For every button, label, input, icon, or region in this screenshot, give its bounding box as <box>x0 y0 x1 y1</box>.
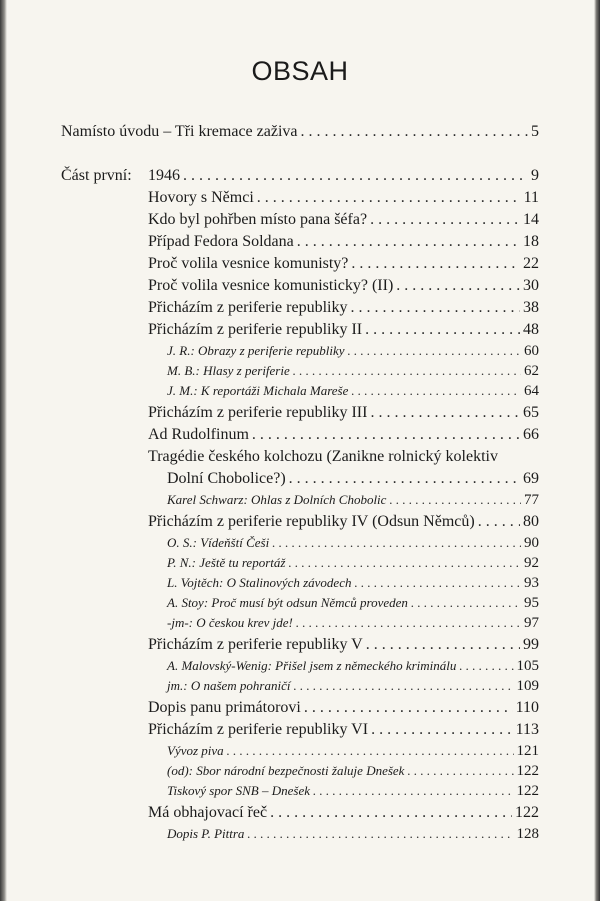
dot-leader <box>252 424 520 446</box>
toc-entry-page: 77 <box>524 492 539 508</box>
toc-entry-page: 60 <box>524 343 539 359</box>
toc-entry-page: 80 <box>523 513 539 530</box>
toc-entry-title: Přicházím z periferie republiky III <box>148 404 368 421</box>
toc-entry-title: Kdo byl pohřben místo pana šéfa? <box>148 211 368 228</box>
toc-entry-title: jm.: O našem pohraničí <box>167 678 291 693</box>
toc-entry <box>148 634 539 656</box>
dot-leader <box>297 231 520 253</box>
dot-leader <box>371 719 513 741</box>
toc-entry-title: Proč volila vesnice komunisticky? (II) <box>148 277 394 294</box>
toc-entry-title: Přicházím z periferie republiky IV (Odsun Němců) <box>148 513 475 530</box>
toc-entry-page: 22 <box>523 255 539 272</box>
toc-subentry <box>167 380 539 402</box>
dot-leader <box>389 489 521 511</box>
toc-entry-page: 128 <box>516 826 539 842</box>
dot-leader <box>370 402 520 424</box>
toc-subentry <box>167 340 539 362</box>
toc-entry-title: Dopis panu primátorovi <box>148 699 301 716</box>
dot-leader <box>313 780 514 802</box>
dot-leader <box>370 209 520 231</box>
toc-entry-page: 92 <box>524 555 539 571</box>
toc-entry-title: Namísto úvodu – Tři kremace zaživa <box>61 123 298 140</box>
toc-entry-page: 18 <box>523 233 539 250</box>
dot-leader <box>247 823 513 845</box>
page-title: OBSAH <box>251 56 349 86</box>
toc-subentry <box>167 760 539 782</box>
toc-entry <box>148 511 539 533</box>
toc-entry-title: (od): Sbor národní bezpečnosti žaluje Dnešek <box>167 763 405 778</box>
toc-entry-title: A. Malovský-Wenig: Přišel jsem z německého kriminálu <box>167 658 457 673</box>
toc-subentry <box>167 360 539 382</box>
dot-leader <box>366 634 520 656</box>
toc-entry <box>61 121 539 143</box>
toc-entry-title: 1946 <box>148 167 180 184</box>
toc-entry-title: Dopis P. Pittra <box>167 826 245 841</box>
toc-entry-title: Přicházím z periferie republiky <box>148 299 348 316</box>
toc-entry-title: Karel Schwarz: Ohlas z Dolních Chobolic <box>167 492 387 507</box>
toc-entry-title: Vývoz piva <box>167 743 224 758</box>
toc-entry-page: 121 <box>516 743 539 759</box>
toc-subentry <box>167 740 539 762</box>
dot-leader <box>272 532 521 554</box>
toc-entry-title: J. R.: Obrazy z periferie republiky <box>167 343 345 358</box>
toc-subentry <box>167 675 539 697</box>
toc-entry <box>148 697 539 719</box>
dot-leader <box>365 319 520 341</box>
dot-leader <box>288 552 521 574</box>
toc-entry-title: Hovory s Němci <box>148 189 254 206</box>
toc-entry-page: 122 <box>516 763 539 779</box>
toc-entry-title: P. N.: Ještě tu reportáž <box>167 555 286 570</box>
toc-entry <box>148 719 539 741</box>
dot-leader <box>289 468 520 490</box>
dot-leader <box>478 511 520 533</box>
part-label: Část první: <box>61 167 132 184</box>
toc-entry <box>148 319 539 341</box>
toc-entry-title: Přicházím z periferie republiky VI <box>148 721 369 738</box>
toc-entry-page: 69 <box>523 470 539 487</box>
dot-leader <box>183 165 528 187</box>
toc-entry-title: J. M.: K reportáži Michala Mareše <box>167 383 349 398</box>
toc-entry <box>148 424 539 446</box>
toc-entry-page: 95 <box>524 595 539 611</box>
toc-subentry <box>167 780 539 802</box>
toc-entry-page: 109 <box>516 678 539 694</box>
dot-leader <box>411 592 521 614</box>
toc-subentry <box>167 572 539 594</box>
toc-entry-page: 62 <box>524 363 539 379</box>
toc-entry-title: -jm-: O českou krev jde! <box>167 615 293 630</box>
toc-entry <box>148 297 539 319</box>
dot-leader <box>396 275 520 297</box>
toc-entry <box>148 253 539 275</box>
toc-entry-page: 14 <box>523 211 539 228</box>
toc-entry-page: 93 <box>524 575 539 591</box>
toc-entry-title: Případ Fedora Soldana <box>148 233 294 250</box>
toc-entry <box>148 402 539 424</box>
toc-entry <box>148 802 539 824</box>
toc-entry-page: 113 <box>515 721 539 738</box>
toc-entry-page: 99 <box>523 636 539 653</box>
toc-entry-title: Tiskový spor SNB – Dnešek <box>167 783 310 798</box>
dot-leader <box>301 121 528 143</box>
dot-leader <box>270 802 512 824</box>
toc-entry-page: 48 <box>523 321 539 338</box>
toc-subentry <box>167 823 539 845</box>
dot-leader <box>227 740 514 762</box>
toc-entry-page: 105 <box>516 658 539 674</box>
toc-subentry <box>167 532 539 554</box>
toc-entry-page: 30 <box>523 277 539 294</box>
toc-entry <box>167 468 539 490</box>
toc-entry-page: 38 <box>523 299 539 316</box>
toc-intro-row <box>0 121 600 143</box>
toc-entry-page: 122 <box>515 804 539 821</box>
toc-entry <box>148 187 539 209</box>
toc-entry-title: Ad Rudolfinum <box>148 426 249 443</box>
dot-leader <box>351 253 520 275</box>
dot-leader <box>294 675 514 697</box>
dot-leader <box>304 697 513 719</box>
toc-entry <box>148 165 539 187</box>
dot-leader <box>351 380 521 402</box>
toc-entry-title: Proč volila vesnice komunisty? <box>148 255 349 272</box>
toc-entry <box>148 209 539 231</box>
toc-subentry <box>167 612 539 634</box>
toc-subentry <box>167 489 539 511</box>
toc-entry-page: 122 <box>516 783 539 799</box>
toc-subentry <box>167 552 539 574</box>
dot-leader <box>354 572 521 594</box>
toc-entry-title-continuation: Dolní Chobolice?) <box>167 470 286 487</box>
toc-entry-title: M. B.: Hlasy z periferie <box>167 363 290 378</box>
toc-entry-title: Přicházím z periferie republiky V <box>148 636 363 653</box>
toc-entry-title: L. Vojtěch: O Stalinových závodech <box>167 575 352 590</box>
dot-leader <box>293 360 521 382</box>
dot-leader <box>257 187 521 209</box>
dot-leader <box>296 612 521 634</box>
toc-entry-page: 97 <box>524 615 539 631</box>
toc-entry-title: A. Stoy: Proč musí být odsun Němců proveden <box>167 595 408 610</box>
toc-entry-title: Přicházím z periferie republiky II <box>148 321 363 338</box>
toc-entry <box>148 231 539 253</box>
dot-leader <box>459 655 513 677</box>
toc-entry-page: 110 <box>515 699 539 716</box>
toc-entry-page: 64 <box>524 383 539 399</box>
toc-entry-title: Má obhajovací řeč <box>148 804 268 821</box>
toc-entry-page: 90 <box>524 535 539 551</box>
toc-entry-page: 65 <box>523 404 539 421</box>
toc-entry-page: 11 <box>523 189 539 206</box>
toc-entry-page: 9 <box>531 167 539 184</box>
toc-subentry <box>167 655 539 677</box>
toc-entry-page: 66 <box>523 426 539 443</box>
dot-leader <box>348 340 522 362</box>
dot-leader <box>350 297 520 319</box>
dot-leader <box>407 760 513 782</box>
toc-entry-title: O. S.: Vídeňští Češi <box>167 535 270 550</box>
toc-entry-title: Tragédie českého kolchozu (Zanikne rolnický kolektiv <box>148 448 498 465</box>
toc-subentry <box>167 592 539 614</box>
toc-entry-page: 5 <box>531 123 539 140</box>
toc-entry <box>148 275 539 297</box>
